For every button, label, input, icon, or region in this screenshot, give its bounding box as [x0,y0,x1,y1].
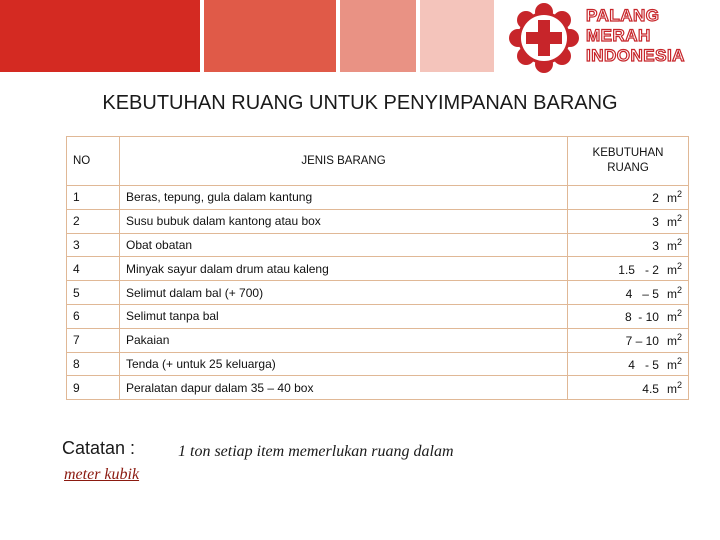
space-requirement [568,281,689,305]
unit-exponent: 2 [676,213,682,224]
header-band-pink [420,0,494,72]
row-number: 3 [67,233,120,257]
brand-line-1: PALANG [586,6,660,25]
row-number: 6 [67,304,120,328]
brand-line-3: INDONESIA [586,46,685,65]
unit-label [667,191,682,205]
brand-name [586,6,685,66]
unit-exponent: 2 [676,332,682,343]
item-name: Selimut dalam bal (+ 700) [120,281,568,305]
unit-base: m [666,191,677,206]
unit-exponent: 2 [676,260,682,271]
table-row [67,233,689,257]
row-number: 7 [67,328,120,352]
space-value: 4 – 5 [625,286,659,301]
space-value: 3 [652,215,659,230]
space-value: 3 [652,238,659,253]
unit-base: m [666,238,677,253]
unit-exponent: 2 [676,379,682,390]
header-band-salmon [340,0,416,72]
space-value: 2 [652,191,659,206]
space-value: 7 – 10 [625,334,659,349]
unit-label [667,334,682,348]
unit-base: m [666,262,677,277]
red-cross-logo-icon [508,2,580,74]
unit-base: m [666,215,677,230]
unit-exponent: 2 [676,355,682,366]
unit-base: m [666,357,677,372]
unit-exponent: 2 [676,189,682,200]
unit-base: m [666,286,677,301]
space-requirement [568,186,689,210]
table-row [67,328,689,352]
page-title: KEBUTUHAN RUANG UNTUK PENYIMPANAN BARANG [102,92,618,114]
unit-base: m [666,310,677,325]
unit-exponent: 2 [676,236,682,247]
header-jenis-barang: JENIS BARANG [120,137,568,186]
table-row [67,209,689,233]
row-number: 4 [67,257,120,281]
space-requirement [568,328,689,352]
unit-exponent: 2 [676,308,682,319]
space-value: 1.5 - 2 [618,262,659,277]
table-row [67,352,689,376]
unit-label [666,355,682,372]
item-name: Tenda (+ untuk 25 keluarga) [120,352,568,376]
row-number: 2 [67,209,120,233]
item-name: Beras, tepung, gula dalam kantung [120,186,568,210]
storage-requirements-table [66,136,689,400]
space-value: 4.5 [642,381,659,396]
unit-label [666,284,682,301]
unit-base: m [666,334,677,349]
unit-label [666,379,682,396]
space-requirement [568,257,689,281]
unit-label [666,236,682,253]
table-row [67,257,689,281]
row-number: 9 [67,376,120,400]
row-number: 8 [67,352,120,376]
item-name: Peralatan dapur dalam 35 – 40 box [120,376,568,400]
table-row [67,304,689,328]
unit-label [666,260,682,277]
space-requirement [568,304,689,328]
unit-label [667,310,682,324]
header-band-coral [204,0,336,72]
header-no: NO [67,137,120,186]
unit-exponent: 2 [676,284,682,295]
catatan-text-line-1: 1 ton setiap item memerlukan ruang dalam [178,443,454,460]
table-row [67,376,689,400]
unit-base: m [666,381,677,396]
item-name: Susu bubuk dalam kantong atau box [120,209,568,233]
item-name: Selimut tanpa bal [120,304,568,328]
header-band-red [0,0,200,72]
row-number: 1 [67,186,120,210]
space-value: 4 - 5 [628,357,659,372]
row-number: 5 [67,281,120,305]
unit-label [667,215,682,229]
catatan-text-line-2: meter kubik [64,466,140,483]
space-requirement [568,376,689,400]
brand-line-2: MERAH [586,26,651,45]
space-value: 8 - 10 [624,310,659,325]
item-name: Minyak sayur dalam drum atau kaleng [120,257,568,281]
header-kebutuhan-ruang: KEBUTUHAN RUANG [568,137,689,186]
space-requirement [568,209,689,233]
table-row [67,186,689,210]
table-header-row [67,137,689,186]
catatan-label: Catatan : [62,438,136,458]
space-requirement [568,233,689,257]
item-name: Obat obatan [120,233,568,257]
space-requirement [568,352,689,376]
table-row [67,281,689,305]
item-name: Pakaian [120,328,568,352]
